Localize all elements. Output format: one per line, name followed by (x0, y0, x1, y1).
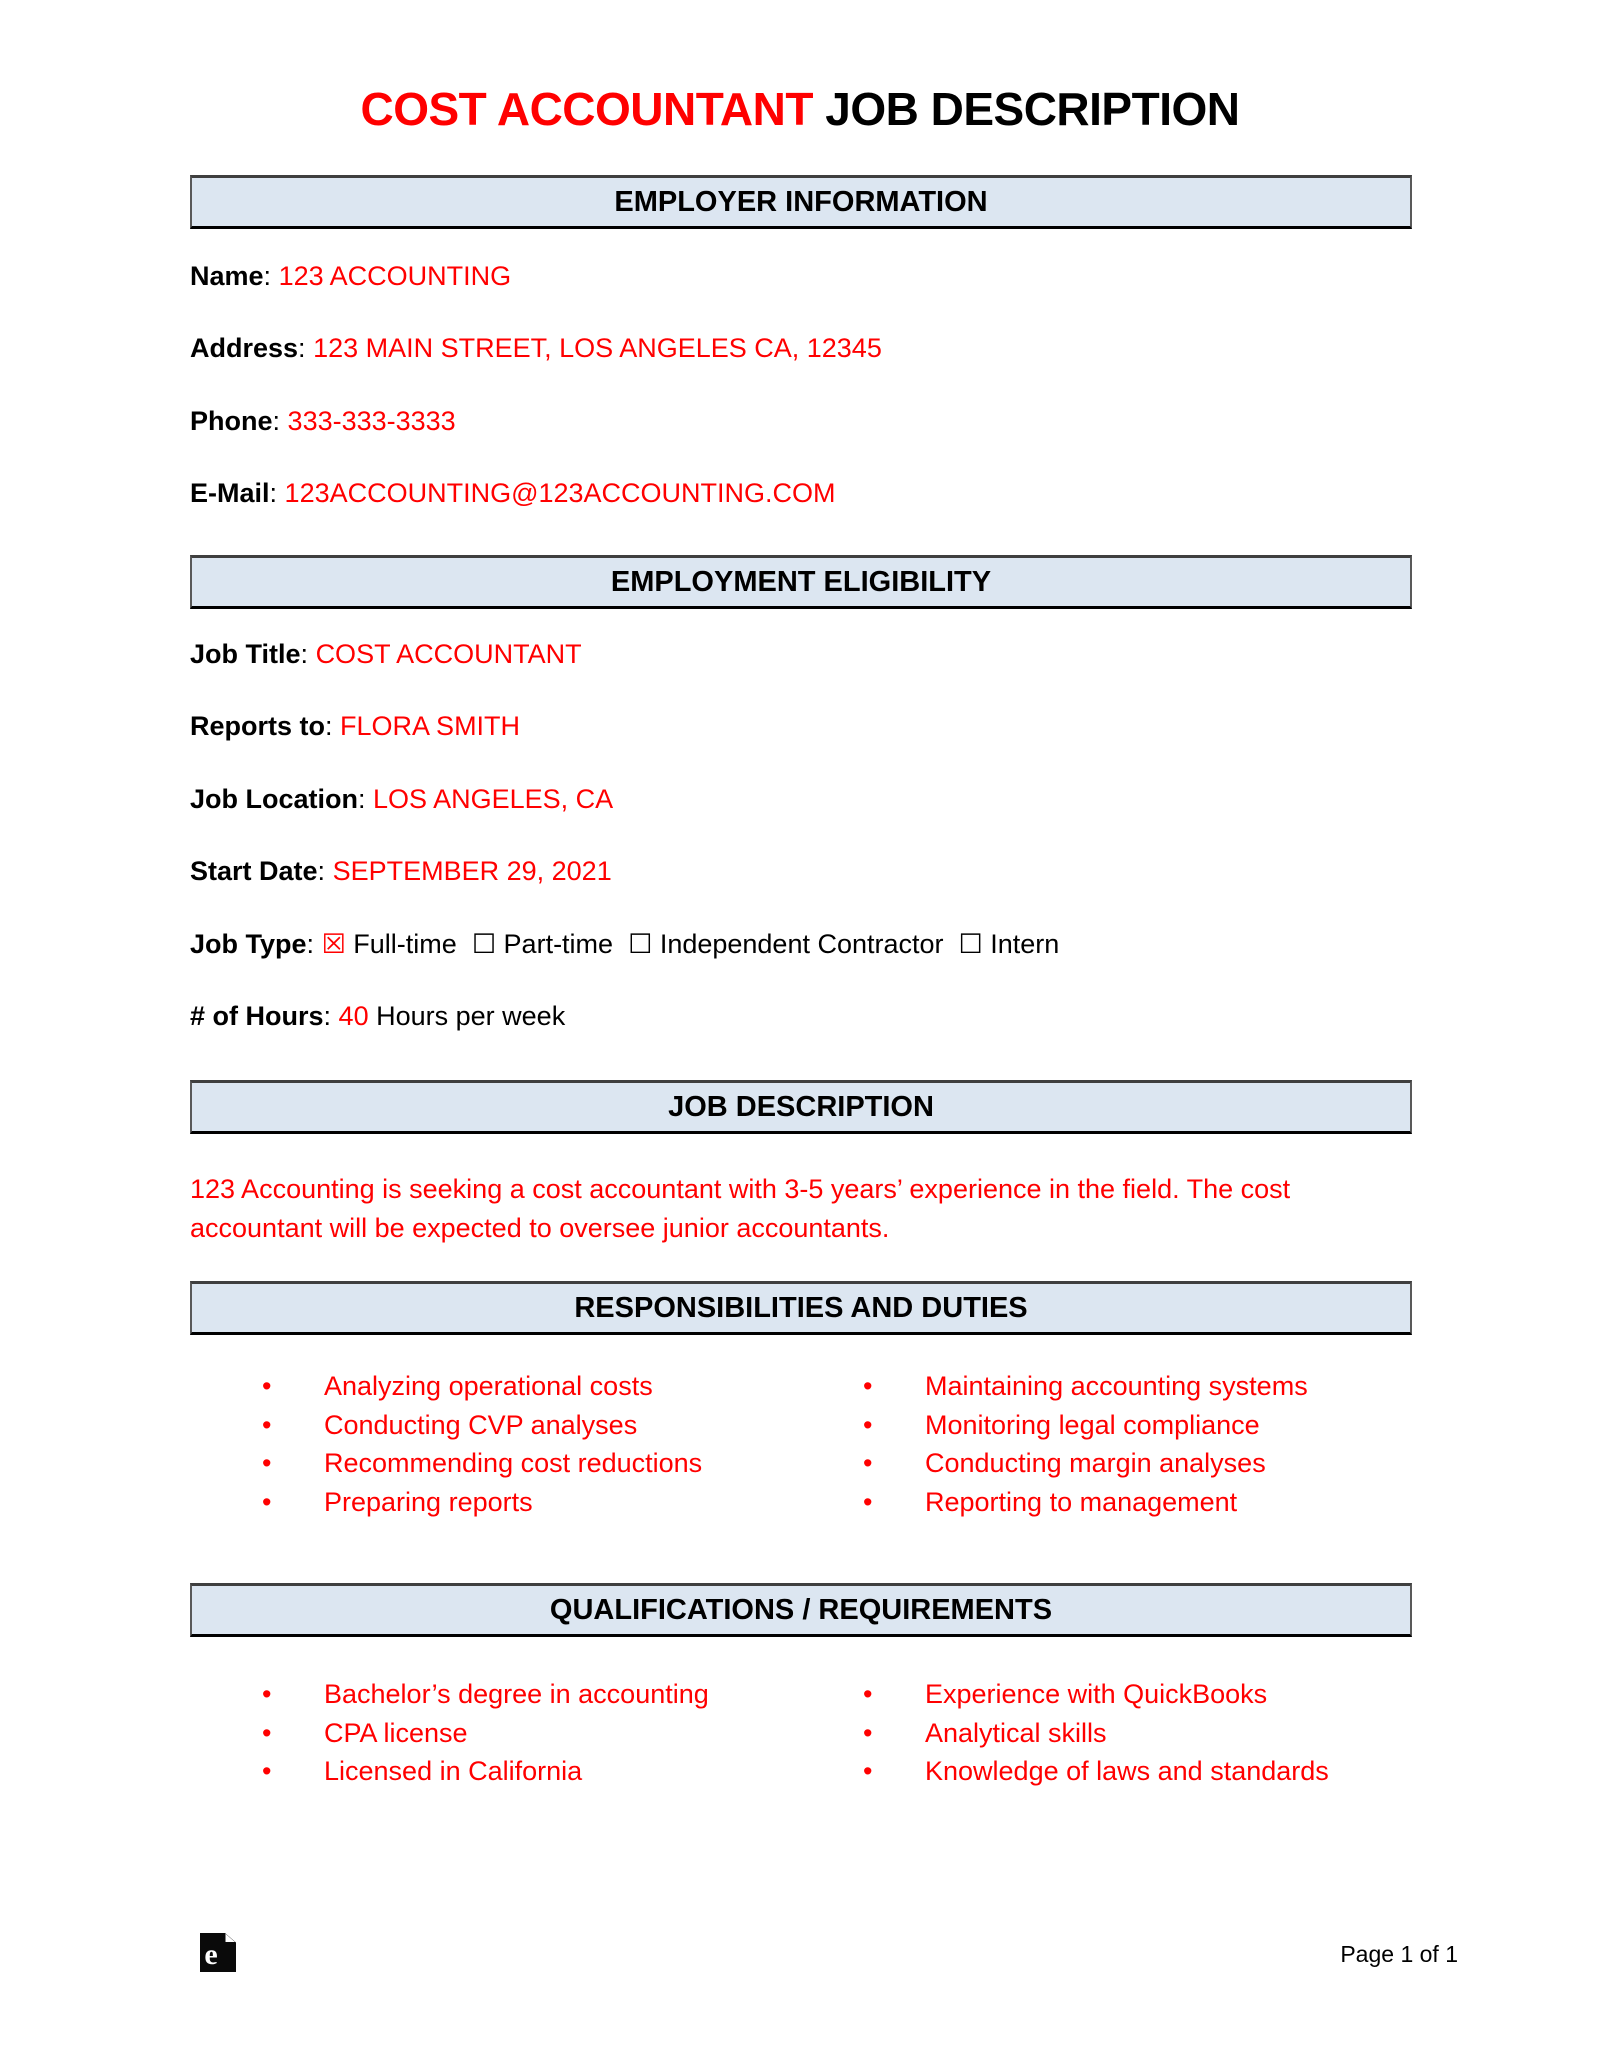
field-hours-value: 40 (338, 1001, 369, 1031)
job-type-option-label: Intern (990, 929, 1060, 959)
job-type-option-full-time (322, 929, 457, 959)
field-name-label: Name : (190, 261, 271, 291)
section-header-label: QUALIFICATIONS / REQUIREMENTS (549, 1593, 1053, 1626)
field-start-date (190, 855, 612, 887)
list-item: • Reporting to management (863, 1483, 1308, 1522)
checkbox-empty-icon: ☐ (471, 929, 497, 960)
field-address-value: 123 MAIN STREET, LOS ANGELES CA, 12345 (313, 333, 882, 363)
field-address (190, 332, 882, 364)
responsibilities-list-left (262, 1367, 702, 1521)
job-type-option-label: Independent Contractor (659, 929, 944, 959)
field-job-title (190, 638, 582, 670)
section-header-responsibilities (190, 1281, 1412, 1335)
field-phone-label: Phone : (190, 406, 280, 436)
field-phone (190, 405, 456, 437)
page-number: Page 1 of 1 (1340, 1941, 1458, 1967)
list-item: • Conducting CVP analyses (262, 1406, 702, 1445)
list-item: • CPA license (262, 1714, 709, 1753)
field-job-location-value: LOS ANGELES, CA (373, 784, 614, 814)
section-header-label: EMPLOYER INFORMATION (614, 185, 988, 218)
list-item: • Monitoring legal compliance (863, 1406, 1308, 1445)
field-hours-suffix: Hours per week (376, 1001, 566, 1031)
eforms-logo-icon (200, 1933, 236, 1972)
job-type-option-label: Part-time (503, 929, 614, 959)
job-type-option-intern (959, 929, 1060, 959)
section-header-job-description (190, 1080, 1412, 1134)
field-start-date-value: SEPTEMBER 29, 2021 (332, 856, 612, 886)
job-type-option-part-time (472, 929, 613, 959)
field-email (190, 477, 836, 509)
list-item: • Licensed in California (262, 1752, 709, 1791)
field-reports-to-label: Reports to : (190, 711, 333, 741)
list-item: • Experience with QuickBooks (863, 1675, 1329, 1714)
checkbox-empty-icon: ☐ (958, 929, 983, 960)
responsibilities-list-right (863, 1367, 1308, 1521)
section-header-employer-information (190, 175, 1412, 229)
field-phone-value: 333-333-3333 (287, 406, 456, 436)
field-reports-to (190, 710, 520, 742)
section-header-employment-eligibility (190, 555, 1412, 609)
field-job-title-value: COST ACCOUNTANT (315, 639, 582, 669)
section-header-label: JOB DESCRIPTION (668, 1090, 934, 1123)
field-reports-to-value: FLORA SMITH (340, 711, 521, 741)
job-type-option-independent-contractor (628, 929, 943, 959)
field-email-value: 123ACCOUNTING@123ACCOUNTING.COM (284, 478, 836, 508)
job-type-option-label: Full-time (353, 929, 457, 959)
qualifications-list-left (262, 1675, 709, 1791)
checkbox-empty-icon: ☐ (628, 929, 653, 960)
list-item: • Conducting margin analyses (863, 1444, 1308, 1483)
list-item: • Preparing reports (262, 1483, 702, 1522)
job-description-text: 123 Accounting is seeking a cost accountant with 3-5 years’ experience in the field. The cost accountant will be expected to oversee junior accountants. (190, 1174, 1291, 1243)
field-email-label: E-Mail : (190, 478, 277, 508)
list-item: • Knowledge of laws and standards (863, 1752, 1329, 1791)
field-job-location (190, 783, 613, 815)
field-name-value: 123 ACCOUNTING (278, 261, 512, 291)
field-job-title-label: Job Title : (190, 639, 308, 669)
list-item: • Bachelor’s degree in accounting (262, 1675, 709, 1714)
field-address-label: Address : (190, 333, 306, 363)
field-job-type-label: Job Type : (190, 929, 314, 959)
list-item: • Recommending cost reductions (262, 1444, 702, 1483)
section-header-label: EMPLOYMENT ELIGIBILITY (610, 565, 992, 598)
list-item: • Analyzing operational costs (262, 1367, 702, 1406)
field-hours-label: # of Hours : (190, 1001, 331, 1031)
checkbox-checked-icon: ☒ (321, 929, 346, 960)
field-job-location-label: Job Location : (190, 784, 366, 814)
svg-text:e: e (204, 1938, 218, 1971)
field-hours (190, 1000, 565, 1032)
list-item: • Maintaining accounting systems (863, 1367, 1308, 1406)
section-header-qualifications (190, 1583, 1412, 1637)
page-title-rest: JOB DESCRIPTION (812, 83, 1240, 135)
field-name (190, 260, 511, 292)
page-title-highlight: COST ACCOUNTANT (360, 83, 813, 135)
page-title (0, 82, 1600, 136)
qualifications-list-right (863, 1675, 1329, 1791)
list-item: • Analytical skills (863, 1714, 1329, 1753)
field-job-type (190, 928, 1074, 961)
section-header-label: RESPONSIBILITIES AND DUTIES (574, 1291, 1028, 1324)
field-start-date-label: Start Date : (190, 856, 325, 886)
